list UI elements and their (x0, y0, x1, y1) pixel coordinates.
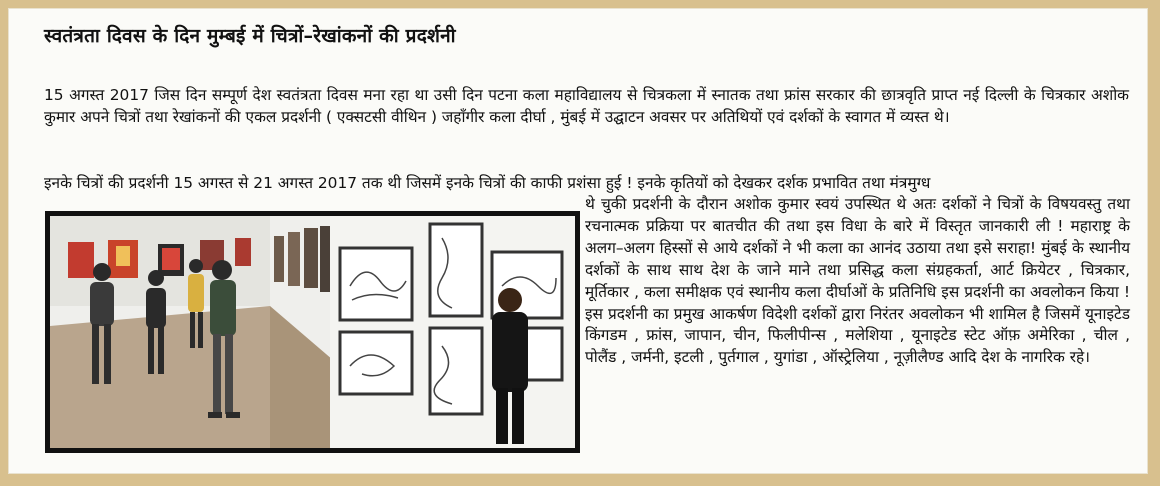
article-title: स्वतंत्रता दिवस के दिन मुम्बई में चित्रों–रेखांकनों की प्रदर्शनी (44, 25, 456, 47)
article-paragraph-2-first-line: इनके चित्रों की प्रदर्शनी 15 अगस्त से 21 अगस्त 2017 तक थी जिसमें इनके चित्रों की काफी प्रशंसा हुई ! इनके कृतियों को देखकर दर्शक प्रभावित तथा मंत्रमुग्ध (44, 174, 931, 192)
exhibition-photo (45, 211, 580, 453)
exhibition-gallery-photo-icon (50, 216, 575, 448)
article-paragraph-1: 15 अगस्त 2017 जिस दिन सम्पूर्ण देश स्वतंत्रता दिवस मना रहा था उसी दिन पटना कला महाविद्यालय से चित्रकला में स्नातक तथा फ्रांस सरकार की छात्रवृति प्राप्त नई दिल्ली के चित्रकार अशोक कुमार अपने चित्रों तथा रेखांकनों की एकल प्रदर्शनी ( एक्सटसी वीथिन ) जहाँगीर कला दीर्घा , मुंबई में उद्घाटन अवसर पर अतिथियों एवं दर्शकों के स्वागत में व्यस्त थे। (44, 86, 1129, 126)
article-card (8, 8, 1148, 474)
article-paragraph-2-body: थे चुकी प्रदर्शनी के दौरान अशोक कुमार स्वयं उपस्थित थे अतः दर्शकों ने चित्रों के विषयवस्तु तथा रचनात्मक प्रक्रिया पर बातचीत की तथा इस विधा के बारे में विस्तृत जानकारी ली ! महाराष्ट्र के अलग–अलग हिस्सों से आये दर्शकों ने भी कला का आनंद उठाया तथा इसे सराहा! मुंबई के स्थानीय दर्शकों के साथ साथ देश के जाने माने तथा प्रसिद्ध कला संग्रहकर्ता, आर्ट क्रियेटर , चित्रकार, मूर्तिकार , कला समीक्षक एवं स्थानीय कला दीर्घाओं के प्रतिनिधि इस प्रदर्शनी का अवलोकन किया ! इस प्रदर्शनी का प्रमुख आकर्षण विदेशी दर्शकों द्वारा निरंतर अवलोकन भी शामिल है जिसमें यूनाइटेड किंगडम , फ्रांस, जापान, चीन, फिलीपीन्स , मलेशिया , यूनाइटेड स्टेट ऑफ़ अमेरिका , चील , पोलैंड , जर्मनी, इटली , पुर्तगाल , युगांडा , ऑस्ट्रेलिया , नूज़ीलैण्ड आदि देश के नागरिक रहे। (585, 195, 1130, 367)
